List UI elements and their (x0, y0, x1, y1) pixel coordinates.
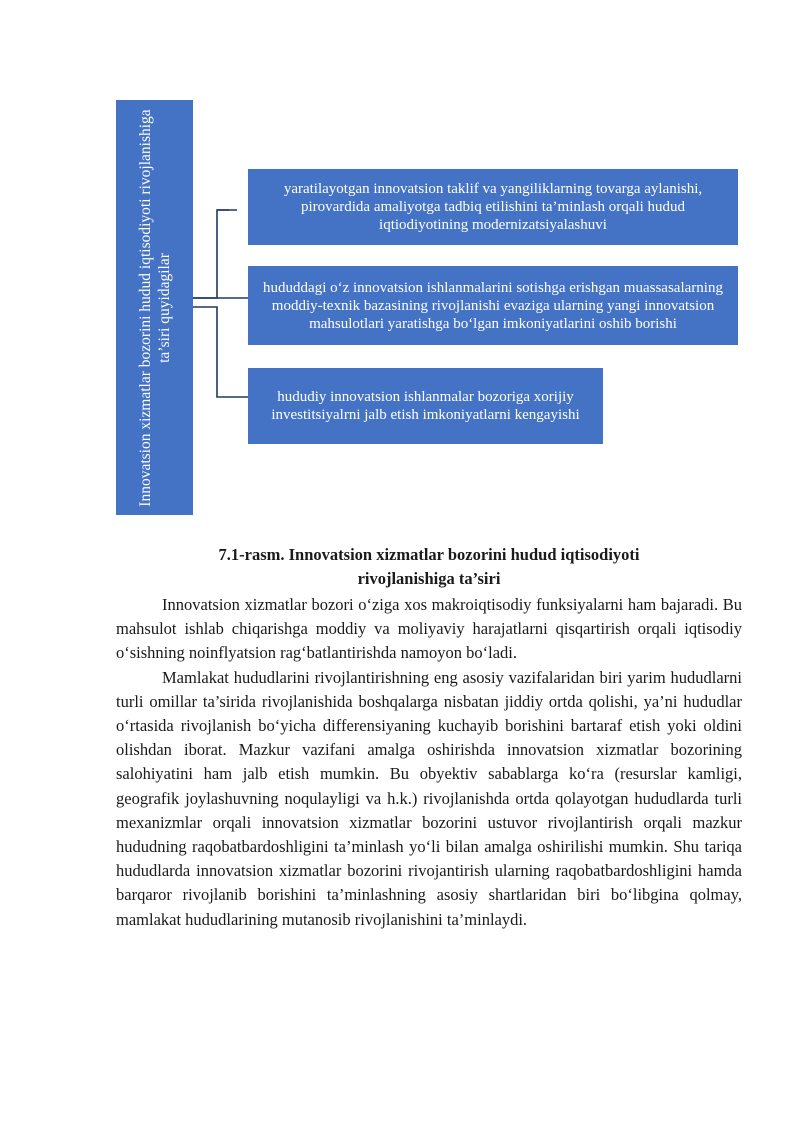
paragraph-1: Innovatsion xizmatlar bozori o‘ziga xos makroiqtisodiy funksiyalarni ham bajaradi. Bu mahsulot ishlab chiqarishga moddiy va moliyaviy harajatlarni qisqartirish orqali iqtisodiy o‘sishning noinflyatsion rag‘batlantirishda namoyon bo‘ladi. (116, 595, 742, 663)
figure-caption-line-1: 7.1-rasm. Innovatsion xizmatlar bozorini hudud iqtisodiyoti (218, 545, 640, 564)
diagram-vertical-label-box (116, 100, 193, 515)
diagram-box-modernization-text: yaratilayotgan innovatsion taklif va yangiliklarning tovarga aylanishi, pirovardida amaliyotga tadbiq etilishini ta’minlash orqali hudud iqtiodiyotining modernizatsiyalashuvi (283, 181, 703, 233)
diagram-box-material-base (248, 266, 738, 345)
diagram-vertical-label: Innovatsion xizmatlar bozorini hudud iqtisodiyoti rivojlanishiga ta’siri quyidagilar (136, 108, 173, 507)
diagram-box-foreign-investment (248, 368, 603, 444)
paragraph-2: Mamlakat hududlarini rivojlantirishning eng asosiy vazifalaridan biri yarim hududlarni turli omillar ta’sirida rivojlanishida boshqalarga nisbatan jiddiy ortda qolishi, ya’ni hududlar o‘rtasida rivojlanish bo‘yicha differensiyaning kuchayib borishini bartaraf etish yoki oldini olishdan iborat. Mazkur vazifani amalga oshirishda innovatsion xizmatlar bozorining salohiyatini ham jalb etish mumkin. Bu obyektiv sabablarga ko‘ra (resurslar kamligi, geografik joylashuvning noqulayligi va h.k.) rivojlanishda ortda qolayotgan hududlarda turli mexanizmlar orqali innovatsion xizmatlar bozorini ustuvor rivojlantirish orqali mazkur hududning raqobatbardoshligini ta’minlash yo‘li bilan amalga oshirilishi mumkin. Shu tariqa hududlarda innovatsion xizmatlar bozorini rivojantirish ularning raqobatbardoshligini hamda barqaror rivojlanib borishini ta’minlashning asosiy shartlaridan biri bo‘libgina qolmay, mamlakat hududlarining mutanosib rivojlanishini ta’minlaydi. (116, 667, 742, 929)
connector-branch-3 (193, 307, 248, 397)
diagram-box-foreign-investment-text: hududiy innovatsion ishlanmalar bozoriga xorijiy investitsiyalrni jalb etish imkoniyatlarni kengayishi (271, 389, 580, 423)
figure-caption (116, 543, 742, 591)
connector-branch-1 (193, 210, 229, 298)
diagram-box-material-base-text: hududdagi o‘z innovatsion ishlanmalarini sotishga erishgan muassasalarning moddiy-texnik bazasining rivojlanishi evaziga ularning yangi innovatsion mahsulotlari yaratishga bo‘lgan imkoniyatlarini oshib borishi (263, 279, 723, 332)
figure-caption-line-2: rivojlanishiga ta’siri (357, 569, 501, 588)
diagram-box-modernization (248, 169, 738, 245)
body-text (116, 593, 742, 932)
diagram-connector (193, 195, 253, 405)
